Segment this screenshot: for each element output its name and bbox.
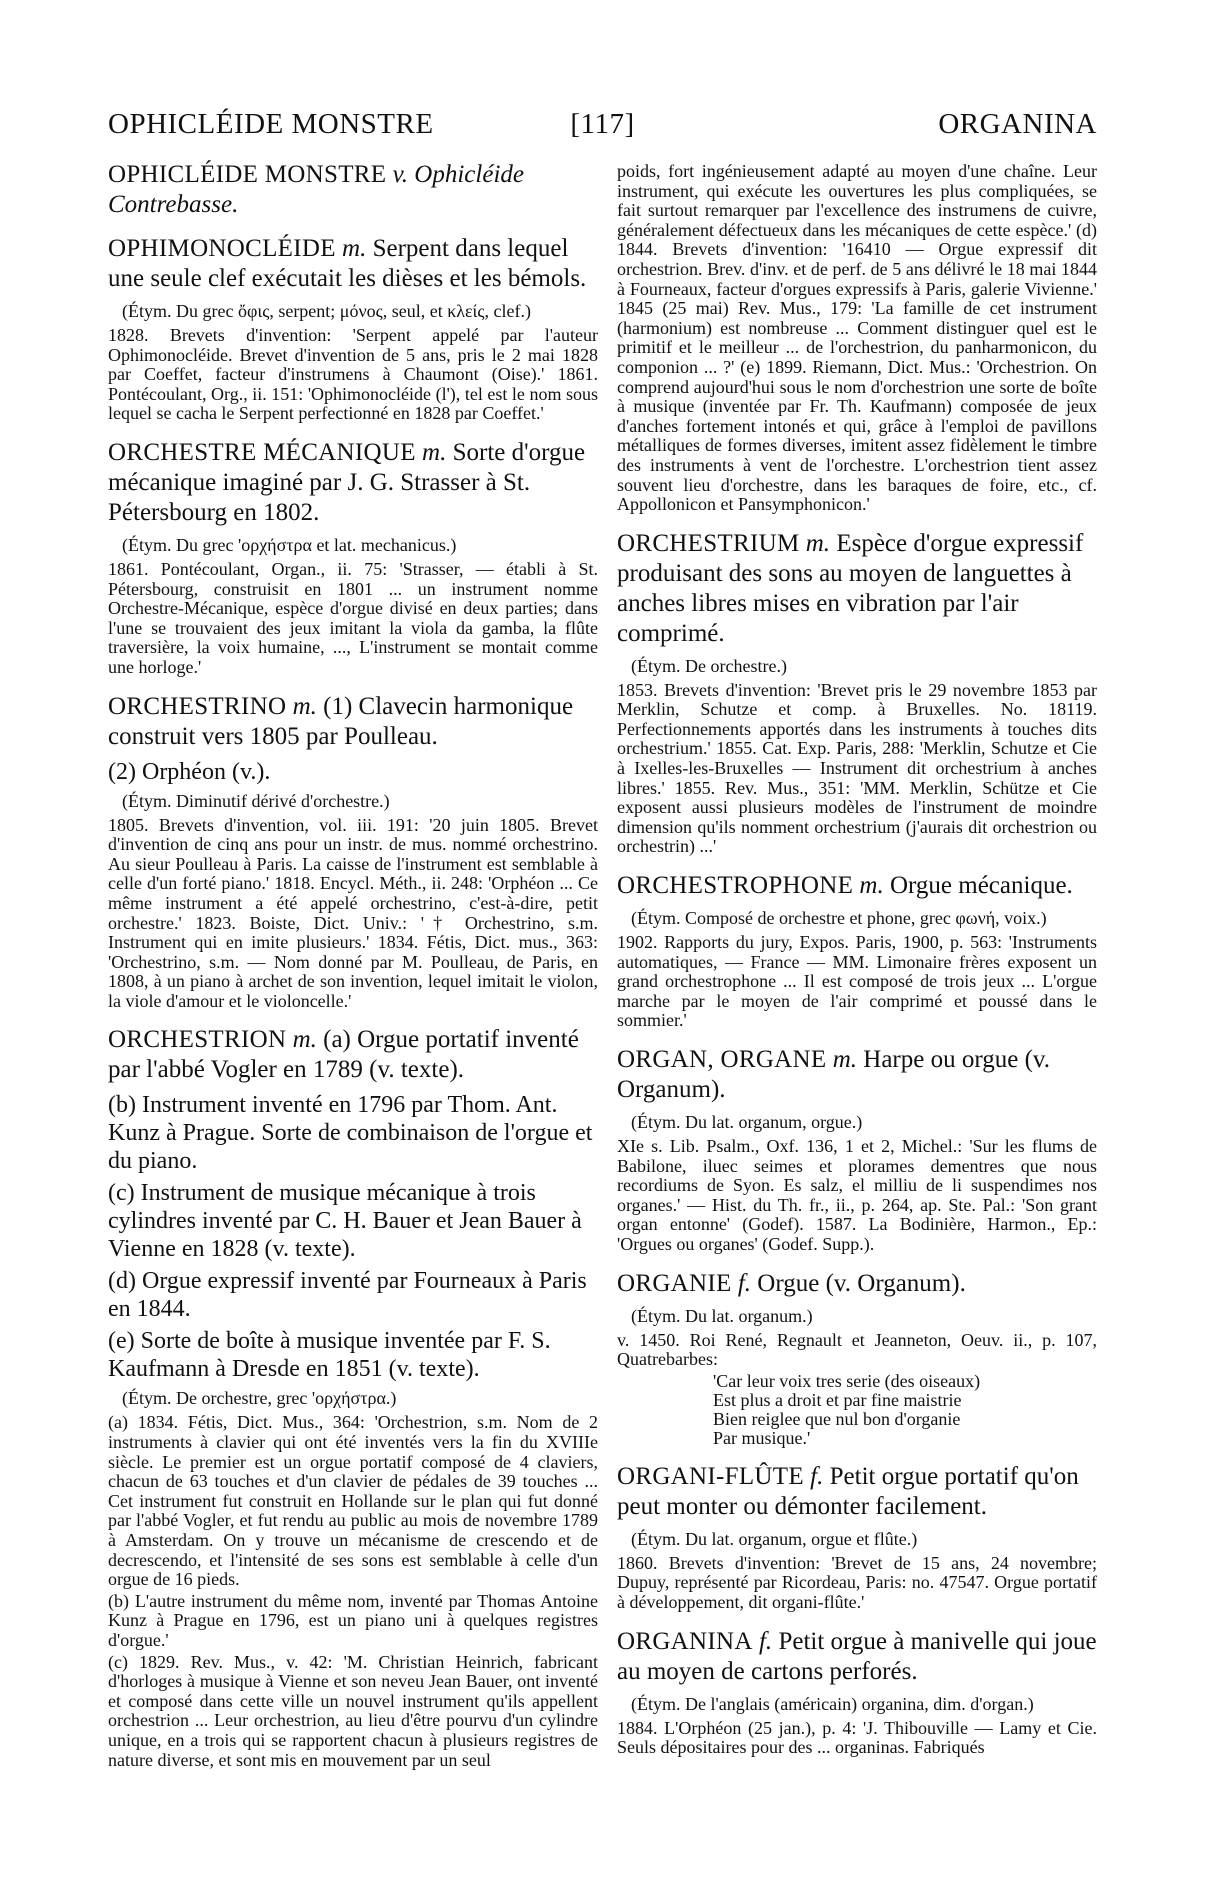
headword: ORCHESTROPHONE — [617, 872, 854, 900]
definition: (b) Instrument inventé en 1796 par Thom. Ant. Kunz à Prague. Sorte de combinaison de l'orgue et du piano. — [108, 1092, 593, 1175]
citation: (b) L'autre instrument du même nom, inventé par Thomas Antoine Kunz à Prague en 1796, est un piano uni à quelques registres d'orgue.' — [108, 1590, 598, 1650]
entry-headword-line — [617, 1269, 1097, 1299]
definition: (2) Orphéon (v.). — [108, 758, 271, 785]
entry-headword-line — [108, 692, 598, 752]
headword: ORCHESTRINO — [108, 692, 287, 720]
part-of-speech: f. — [758, 1627, 773, 1655]
etymology: (Étym. Du lat. organum, orgue.) — [631, 1112, 863, 1132]
definition: (d) Orgue expressif inventé par Fourneaux à Paris en 1844. — [108, 1268, 587, 1323]
headword: ORCHESTRIUM — [617, 529, 800, 557]
headword: ORCHESTRION — [108, 1026, 287, 1054]
dictionary-entry — [108, 234, 598, 424]
headword: ORCHESTRE MÉCANIQUE — [108, 438, 416, 466]
entry-continuation: poids, fort ingénieusement adapté au moyen d'une chaîne. Leur instrument, qui exécute les ouvertures les plus compliquées, se fait surtout remarquer par l'excellence des instrumens de cuivre, généralement défectueux dans les mécaniques de cette espèce.' (d) 1844. Brevets d'invention: '16410 — Orgue expressif dit orchestrion. Brev. d'inv. et de perf. de 5 ans délivré le 18 mai 1844 à Fourneaux, facteur d'orgues expressifs à Paris, galerie Vivienne.' 1845 (25 mai) Rev. Mus., 179: 'La famille de cet instrument (harmonium) est nombreuse ... Comment distinguer quel est le primitif et le meilleur ... de l'orchestrion, du panharmonicon, du componion ... ?' (e) 1899. Riemann, Dict. Mus.: 'Orchestrion. On comprend aujourd'hui sous le nom d'orchestrion une sorte de boîte à musique (inventée par Fr. Th. Kaufmann) composée de jeux d'anches fortement intonés et qui, grâce à l'emploi de pavillons métalliques de formes diverses, imitent assez fidèlement le timbre des instruments à vent de l'orchestre. L'orchestrion tient assez souvent lieu d'orchestre, dans les baraques de foire, etc., cf. Appollonicon et Pansymphonicon.' — [617, 161, 1097, 515]
part-of-speech: f. — [810, 1462, 824, 1490]
dictionary-entry — [108, 692, 598, 1012]
etymology: (Étym. Du grec ὄφις, serpent; μόνος, seul, et κλείς, clef.) — [122, 301, 531, 321]
definition: Orgue mécanique. — [889, 872, 1073, 900]
entry-headword-line — [617, 529, 1097, 649]
entry-headword-line — [108, 1025, 598, 1085]
entry-headword-line — [108, 438, 598, 528]
citation: 1860. Brevets d'invention: 'Brevet de 15 ans, 24 novembre; Dupuy, représenté par Ricordeau, Paris: no. 47547. Orgue portatif à développement, dit organi-flûte.' — [617, 1552, 1097, 1612]
verse-line: 'Car leur voix tres serie (des oiseaux) — [713, 1370, 981, 1391]
citation: (c) 1829. Rev. Mus., v. 42: 'M. Christian Heinrich, fabricant d'horloges à musique à Vienne et son neveu Jean Bauer, ont inventé et composé dans cette ville un nouvel instrument qu'ils appellent orchestrion ... Leur orchestrion, au lieu d'être pourvu d'un cylindre unique, en a trois qui se rapportent chacun à plusieurs registres de nature diverse, et sont mis en mouvement par un seul — [108, 1651, 598, 1770]
citation: 1853. Brevets d'invention: 'Brevet pris le 29 novembre 1853 par Merklin, Schutze et comp. à Bruxelles. No. 18119. Perfectionnements apportés dans les instruments à touches dits orchestrium.' 1855. Cat. Exp. Paris, 288: 'Merklin, Schutze et Cie à Ixelles-les-Bruxelles — Instrument dit orchestrium à anches libres.' 1855. Rev. Mus., 351: 'MM. Merklin, Schütze et Cie exposent aussi plusieurs modèles de l'instrument de moindre dimension qu'ils nomment orchestrium (j'aurais dit orchestrion ou orchestrin) ...' — [617, 679, 1097, 857]
citation: (a) 1834. Fétis, Dict. Mus., 364: 'Orchestrion, s.m. Nom de 2 instruments à clavier qui ont été inventés vers la fin du XVIIIe siècle. Le premier est un orgue portatif composé de 4 claviers, chacun de 63 touches et d'un clavier de pédales de 39 touches ... Cet instrument fut construit en Hollande sur le plan qui fut donné par l'abbé Vogler, et fut rendu au public au mois de novembre 1789 à Amsterdam. On y trouve un mécanisme de crescendo et de decrescendo, et l'intensité de ses sons est semblable à celle d'un orgue de 16 pieds. — [108, 1412, 598, 1590]
etymology: (Étym. De l'anglais (américain) organina, dim. d'organ.) — [631, 1693, 1034, 1714]
part-of-speech: m. — [422, 438, 447, 466]
entry-headword-line — [617, 1045, 1097, 1105]
verse-line: Par musique.' — [713, 1427, 811, 1448]
definition: Espèce d'orgue expressif produisant des sons au moyen de languettes à anches libres mises en vibration par l'air comprimé. — [617, 529, 1084, 647]
dictionary-entry — [617, 1045, 1097, 1255]
dictionary-entry — [617, 529, 1097, 857]
dictionary-entry — [108, 160, 598, 220]
part-of-speech: f. — [737, 1269, 752, 1297]
dictionary-entry — [617, 1627, 1097, 1758]
headword: ORGANIE — [617, 1269, 732, 1297]
part-of-speech: m. — [805, 529, 831, 557]
definition: Petit orgue à manivelle qui joue au moyen de cartons perforés. — [617, 1627, 1097, 1685]
definition: Harpe ou orgue (v. Organum). — [617, 1046, 1051, 1103]
etymology: (Étym. De orchestre.) — [631, 655, 787, 676]
definition: Petit orgue portatif qu'on peut monter ou démonter facilement. — [617, 1462, 1079, 1520]
citation: XIe s. Lib. Psalm., Oxf. 136, 1 et 2, Michel.: 'Sur les flums de Babilone, iluec seimes et plorames dementres que nous recordiums de Syon. Es salz, el milliu de li suspendimes nos organes.' — Hist. du Th. fr., ii., p. 264, ap. Ste. Pal.: 'Son grant organ entonne' (Godef). 1587. La Bodinière, Harmon., Ep.: 'Orgues ou organes' (Godef. Supp.). — [617, 1136, 1097, 1254]
left-column — [108, 160, 598, 1784]
part-of-speech: v. Ophicléide Contrebasse. — [108, 161, 524, 218]
headword: ORGANI-FLÛTE — [617, 1462, 804, 1490]
part-of-speech: m. — [859, 872, 884, 900]
dictionary-entry — [617, 162, 1097, 515]
citation: v. 1450. Roi René, Regnault et Jeanneton, Oeuv. ii., p. 107, Quatrebarbes: — [617, 1329, 1097, 1370]
definition: (1) Clavecin harmonique construit vers 1805 par Poulleau. — [108, 692, 574, 750]
part-of-speech: m. — [832, 1046, 858, 1073]
etymology: (Étym. Du lat. organum.) — [631, 1305, 813, 1326]
citation: 1828. Brevets d'invention: 'Serpent appelé par l'auteur Ophimonocléide. Brevet d'invention de 5 ans, pris le 2 mai 1828 par Coeffet, facteur d'instrumens à Chaumont (Oise).' 1861. Pontécoulant, Org., ii. 151: 'Ophimonocléide (l'), tel est le nom sous lequel se cacha le Serpent perfectionné en 1828 par Coeffet.' — [108, 325, 598, 424]
citation: 1861. Pontécoulant, Organ., ii. 75: 'Strasser, — établi à St. Pétersbourg, construisit en 1801 ... un instrument nomme Orchestre-Mécanique, espèce d'orgue divisé en deux parties; dans l'une se trouvaient des jeux imitant la viola da gamba, la flûte traversière, la voix humaine, ..., L'instrument se montait comme une horloge.' — [108, 558, 598, 677]
etymology: (Étym. De orchestre, grec 'ορχήστρα.) — [122, 1388, 397, 1409]
dictionary-entry — [617, 1269, 1097, 1448]
page-header — [108, 108, 1097, 148]
etymology: (Étym. Composé de orchestre et phone, grec φωνή, voix.) — [631, 908, 1047, 929]
entry-headword-line — [108, 160, 598, 220]
definition: (c) Instrument de musique mécanique à trois cylindres inventé par C. H. Bauer et Jean Bauer à Vienne en 1828 (v. texte). — [108, 1180, 582, 1263]
part-of-speech: m. — [292, 1026, 317, 1054]
part-of-speech: m. — [342, 235, 367, 262]
part-of-speech: m. — [292, 692, 317, 720]
running-head-right: ORGANINA — [938, 108, 1097, 140]
running-head-left: OPHICLÉIDE MONSTRE — [108, 108, 434, 140]
definition: (a) Orgue portatif inventé par l'abbé Vogler en 1789 (v. texte). — [108, 1026, 579, 1084]
citation: 1805. Brevets d'invention, vol. iii. 191: '20 juin 1805. Brevet d'invention de cinq ans pour un instr. de mus. nommé orchestrino. Au sieur Poulleau à Paris. La caisse de l'instrument est semblable à celle d'un forté piano.' 1818. Encycl. Méth., ii. 248: 'Orphéon ... Ce même instrument a été appelé orchestrino, c'est-à-dire, petit orchestre.' 1823. Boiste, Dict. Univ.: '† Orchestrino, s.m. Instrument qui en imite plusieurs.' 1834. Fétis, Dict. mus., 363: 'Orchestrino, s.m. — Nom donné par M. Poulleau, de Paris, en 1808, à un piano à archet de son invention, lequel imitait le violon, la viole d'amour et le violoncelle.' — [108, 814, 598, 1011]
citation: 1902. Rapports du jury, Expos. Paris, 1900, p. 563: 'Instruments automatiques, — France — MM. Limonaire frères exposent un grand orchestrophone ... Il est composé de trois jeux ... L'orgue marche par le moyen de l'air comprimé et poussé dans le sommier.' — [617, 932, 1097, 1031]
entry-headword-line — [617, 871, 1097, 901]
definition: Orgue (v. Organum). — [757, 1269, 966, 1297]
headword: OPHICLÉIDE MONSTRE — [108, 161, 387, 188]
dictionary-entry — [617, 1462, 1097, 1613]
etymology: (Étym. Du lat. organum, orgue et flûte.) — [631, 1528, 918, 1549]
dictionary-entry — [108, 1025, 598, 1770]
dictionary-entry — [108, 438, 598, 678]
dictionary-entry — [617, 871, 1097, 1031]
definition: (e) Sorte de boîte à musique inventée par F. S. Kaufmann à Dresde en 1851 (v. texte). — [108, 1328, 551, 1383]
headword: OPHIMONOCLÉIDE — [108, 235, 336, 262]
citation: 1884. L'Orphéon (25 jan.), p. 4: 'J. Thibouville — Lamy et Cie. Seuls dépositaires pour des ... organinas. Fabriqués — [617, 1717, 1097, 1758]
verse-line: Bien reiglee que nul bon d'organie — [713, 1408, 961, 1429]
etymology: (Étym. Diminutif dérivé d'orchestre.) — [122, 790, 390, 811]
right-column — [617, 160, 1097, 1772]
etymology: (Étym. Du grec 'ορχήστρα et lat. mechanicus.) — [122, 534, 457, 555]
headword: ORGANINA — [617, 1627, 753, 1655]
headword: ORGAN, ORGANE — [617, 1046, 827, 1073]
definition: Serpent dans lequel une seule clef exécutait les dièses et les bémols. — [108, 235, 587, 292]
verse-line: Est plus a droit et par fine maistrie — [713, 1389, 962, 1410]
definition: Sorte d'orgue mécanique imaginé par J. G. Strasser à St. Pétersbourg en 1802. — [108, 438, 586, 526]
page-number: [117] — [570, 108, 635, 140]
entry-headword-line — [617, 1627, 1097, 1687]
entry-headword-line — [617, 1462, 1097, 1522]
entry-headword-line — [108, 234, 598, 294]
